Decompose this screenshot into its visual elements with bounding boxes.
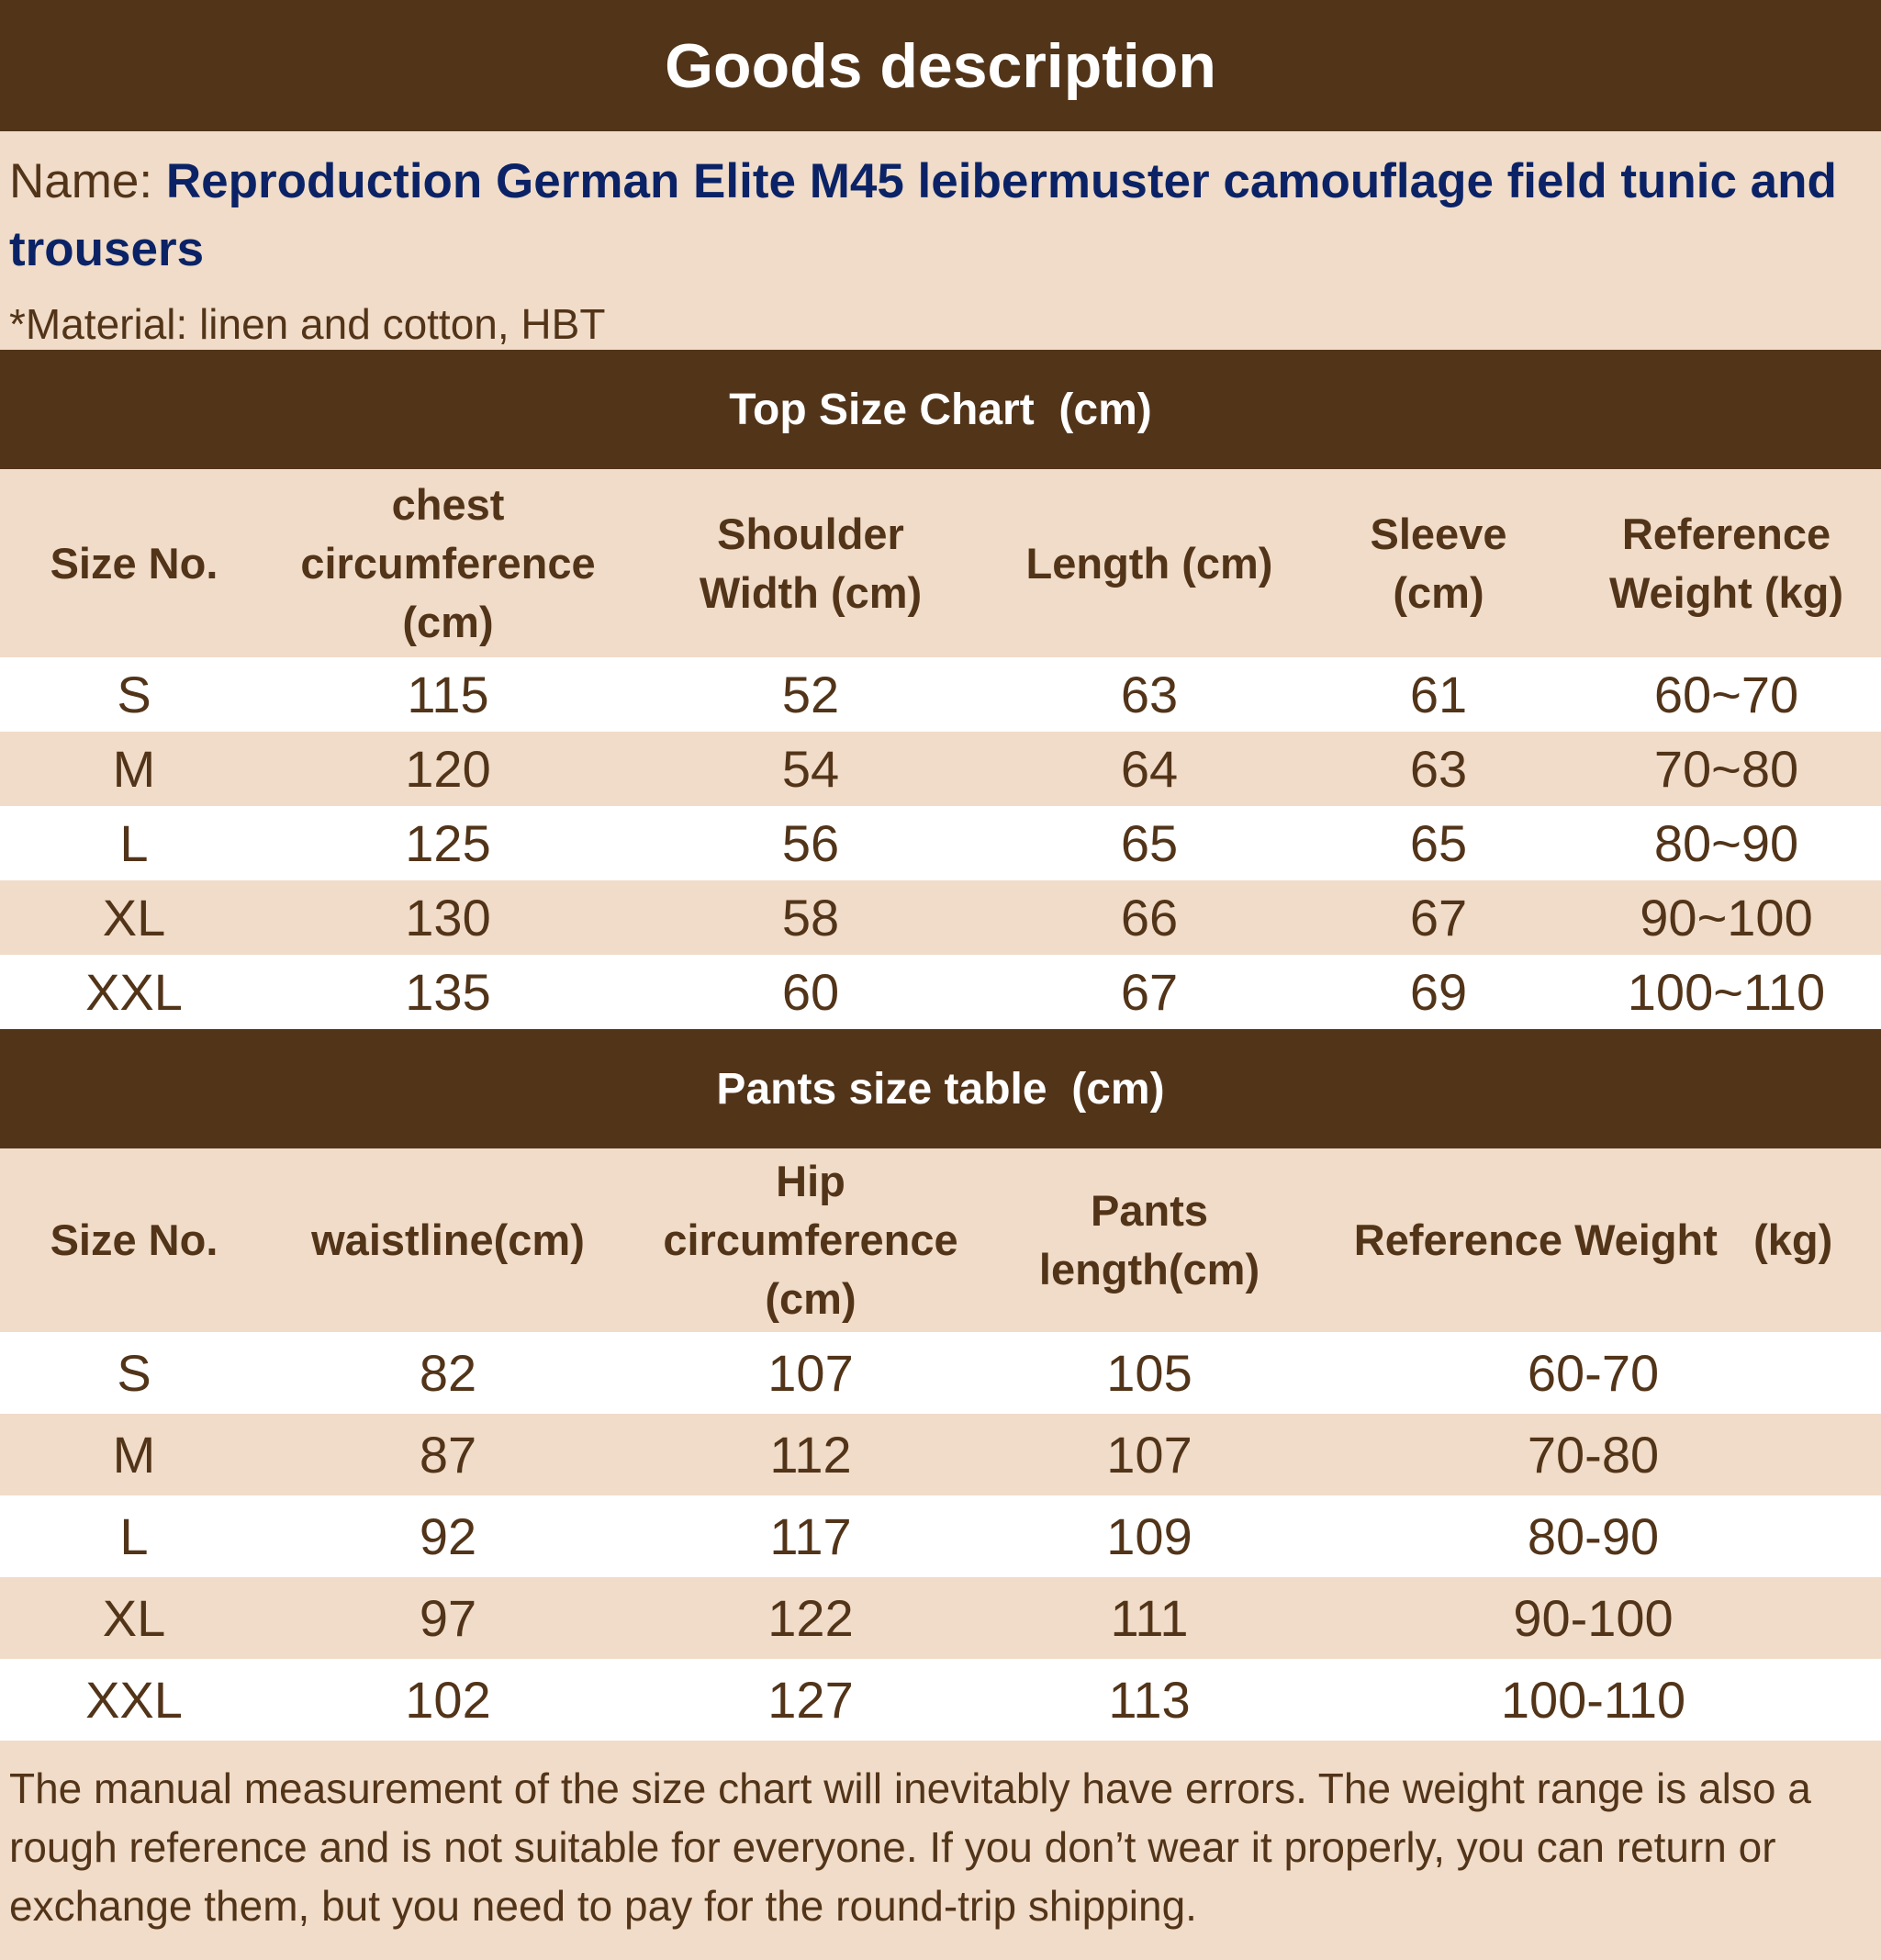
name-label: Name: xyxy=(9,154,166,208)
table-cell: 69 xyxy=(1305,955,1572,1029)
table-cell: L xyxy=(0,1495,268,1577)
table-cell: 70~80 xyxy=(1572,732,1881,806)
column-header: Size No. xyxy=(50,538,218,588)
table-cell: 80~90 xyxy=(1572,806,1881,880)
table-cell: 70-80 xyxy=(1305,1414,1881,1495)
table-cell: 90~100 xyxy=(1572,880,1881,955)
top-size-table xyxy=(0,469,1881,1029)
table-cell: 60 xyxy=(628,955,993,1029)
table-cell: 61 xyxy=(1305,657,1572,732)
table-cell: XL xyxy=(0,1577,268,1659)
table-cell: 60~70 xyxy=(1572,657,1881,732)
table-cell: 100~110 xyxy=(1572,955,1881,1029)
material-text: *Material: linen and cotton, HBT xyxy=(9,300,606,348)
table-cell: 87 xyxy=(268,1414,628,1495)
table-cell: 66 xyxy=(993,880,1305,955)
table-cell: 120 xyxy=(268,732,628,806)
pants-size-table xyxy=(0,1148,1881,1741)
table-cell: 111 xyxy=(993,1577,1305,1659)
product-info xyxy=(0,131,1881,350)
table-row xyxy=(0,732,1881,806)
table-cell: 109 xyxy=(993,1495,1305,1577)
name-value: Reproduction German Elite M45 leibermuster camouflage field tunic and trousers xyxy=(9,154,1837,276)
table-row xyxy=(0,1659,1881,1741)
table-cell: 112 xyxy=(628,1414,993,1495)
table-cell: 63 xyxy=(1305,732,1572,806)
page-title: Goods description xyxy=(0,0,1881,131)
table-cell: 82 xyxy=(268,1332,628,1414)
top-header-row xyxy=(0,469,1881,657)
table-cell: 67 xyxy=(993,955,1305,1029)
column-header: Reference Weight (kg) xyxy=(1609,509,1843,617)
table-row xyxy=(0,806,1881,880)
table-cell: 64 xyxy=(993,732,1305,806)
table-cell: L xyxy=(0,806,268,880)
table-cell: 92 xyxy=(268,1495,628,1577)
table-row xyxy=(0,1495,1881,1577)
table-row xyxy=(0,1577,1881,1659)
pants-header-row xyxy=(0,1148,1881,1332)
table-cell: 56 xyxy=(628,806,993,880)
table-cell: 63 xyxy=(993,657,1305,732)
table-cell: 113 xyxy=(993,1659,1305,1741)
table-cell: 125 xyxy=(268,806,628,880)
column-header: Reference Weight (kg) xyxy=(1353,1215,1833,1264)
table-cell: XL xyxy=(0,880,268,955)
disclaimer-note: The manual measurement of the size chart will inevitably have errors. The weight range is also a rough reference and is not suitable for everyone. If you don’t wear it properly, you can return or exchange them, but you need to pay for the round-trip shipping. xyxy=(9,1764,1811,1930)
table-cell: 135 xyxy=(268,955,628,1029)
column-header: Shoulder Width (cm) xyxy=(699,509,923,617)
table-cell: 102 xyxy=(268,1659,628,1741)
table-cell: 90-100 xyxy=(1305,1577,1881,1659)
product-name xyxy=(9,131,1872,284)
table-cell: 52 xyxy=(628,657,993,732)
table-row xyxy=(0,1332,1881,1414)
pants-chart-title: Pants size table (cm) xyxy=(0,1029,1881,1148)
table-cell: 107 xyxy=(993,1414,1305,1495)
column-header: Length (cm) xyxy=(1025,538,1273,588)
table-cell: M xyxy=(0,1414,268,1495)
top-chart-title: Top Size Chart (cm) xyxy=(0,350,1881,469)
column-header: Pants length(cm) xyxy=(1038,1186,1260,1294)
table-row xyxy=(0,1414,1881,1495)
table-cell: 58 xyxy=(628,880,993,955)
table-cell: 60-70 xyxy=(1305,1332,1881,1414)
table-cell: 54 xyxy=(628,732,993,806)
table-cell: 130 xyxy=(268,880,628,955)
table-cell: 107 xyxy=(628,1332,993,1414)
table-cell: 100-110 xyxy=(1305,1659,1881,1741)
column-header: waistline(cm) xyxy=(311,1215,585,1264)
table-cell: M xyxy=(0,732,268,806)
table-cell: XXL xyxy=(0,955,268,1029)
table-cell: 65 xyxy=(1305,806,1572,880)
table-cell: 127 xyxy=(628,1659,993,1741)
table-cell: S xyxy=(0,1332,268,1414)
column-header: chest circumference (cm) xyxy=(300,479,596,646)
table-row xyxy=(0,880,1881,955)
table-cell: 65 xyxy=(993,806,1305,880)
table-cell: 97 xyxy=(268,1577,628,1659)
table-cell: 105 xyxy=(993,1332,1305,1414)
table-cell: S xyxy=(0,657,268,732)
table-row xyxy=(0,657,1881,732)
table-cell: XXL xyxy=(0,1659,268,1741)
table-cell: 122 xyxy=(628,1577,993,1659)
column-header: Size No. xyxy=(50,1215,218,1264)
table-cell: 67 xyxy=(1305,880,1572,955)
table-cell: 115 xyxy=(268,657,628,732)
column-header: Hip circumference (cm) xyxy=(663,1157,958,1323)
table-row xyxy=(0,955,1881,1029)
table-cell: 80-90 xyxy=(1305,1495,1881,1577)
table-cell: 117 xyxy=(628,1495,993,1577)
column-header: Sleeve (cm) xyxy=(1370,509,1507,617)
